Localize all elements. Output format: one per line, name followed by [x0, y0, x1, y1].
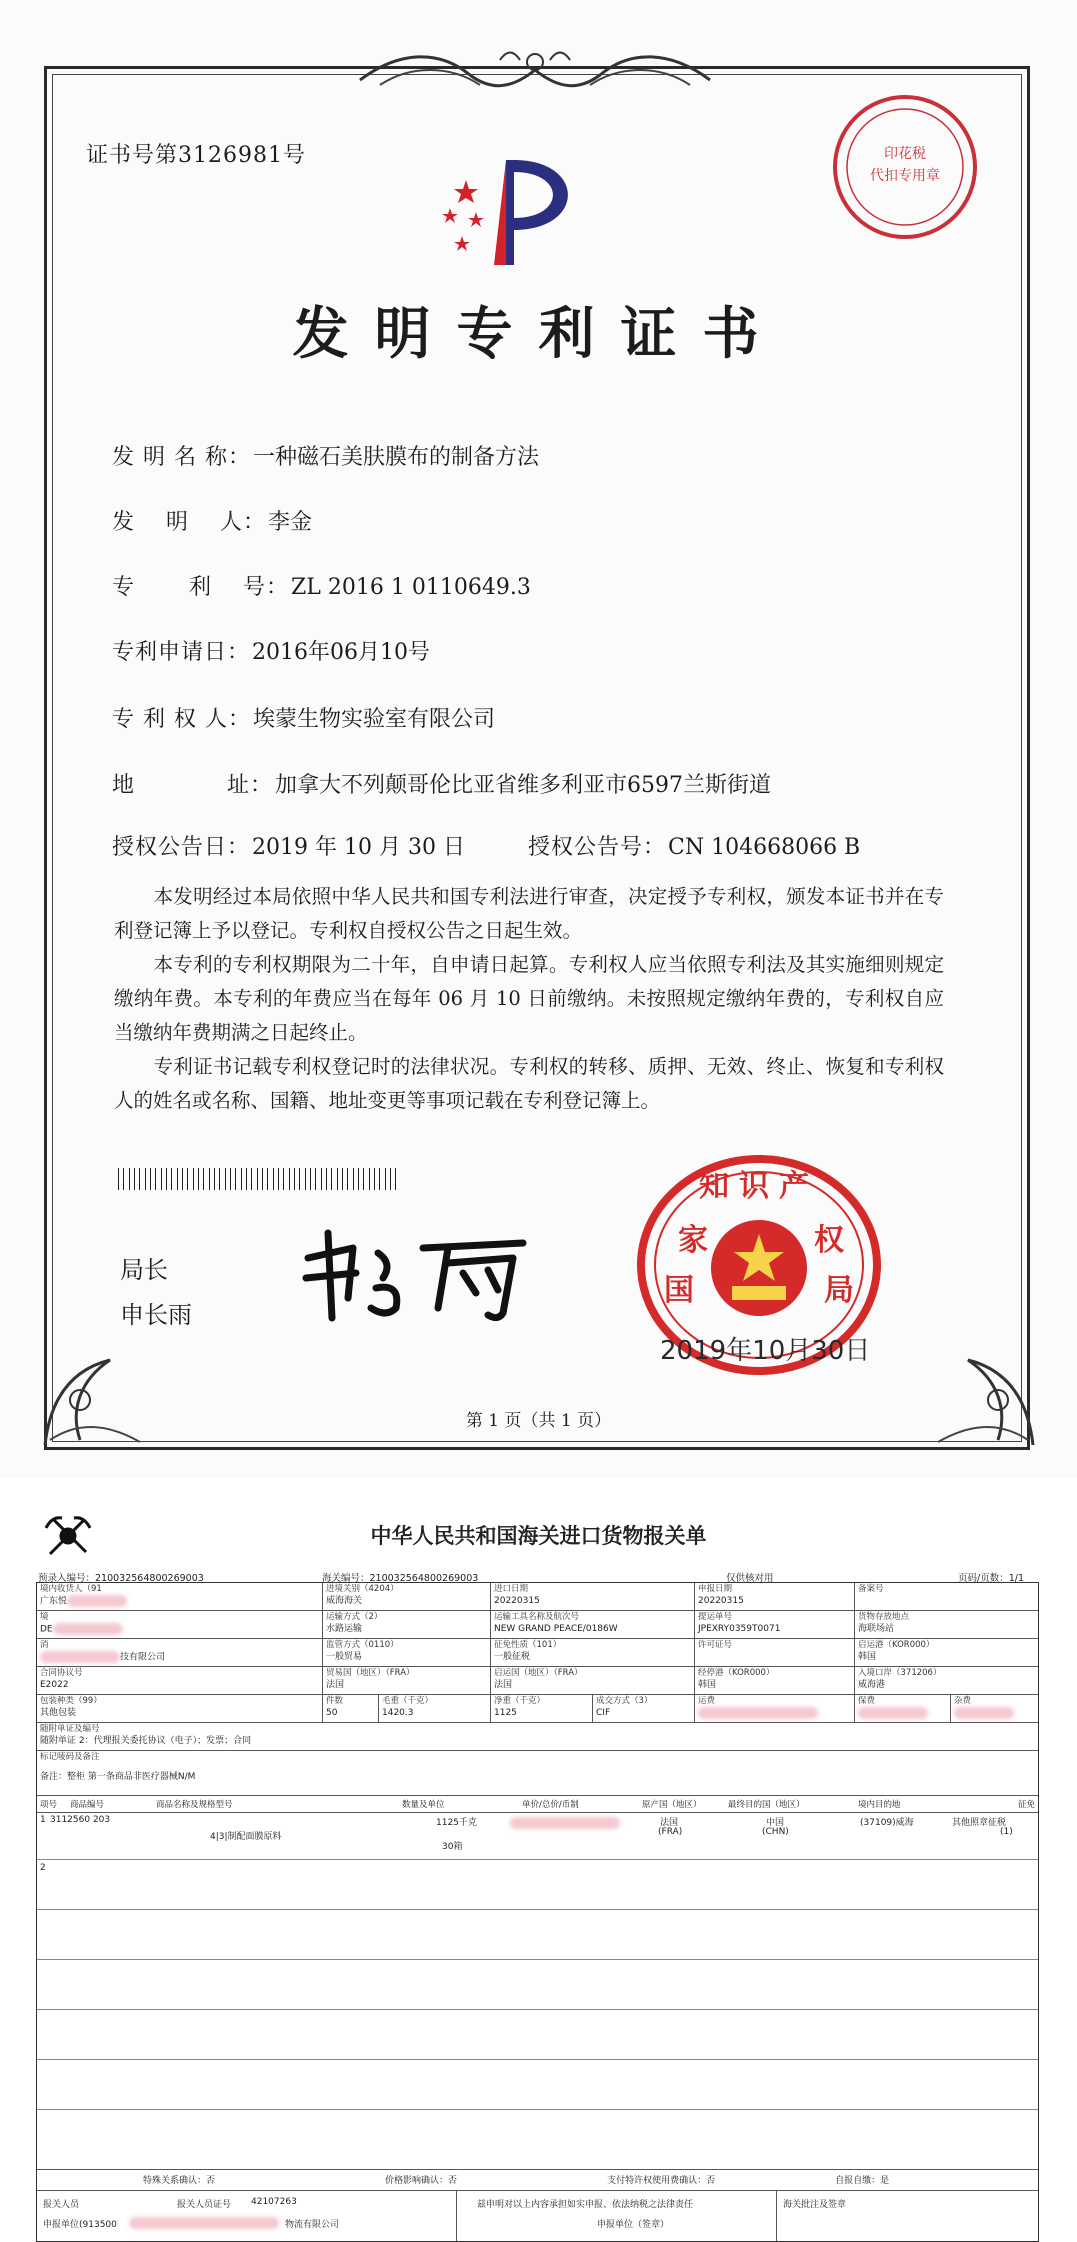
column-header: 最终目的国（地区） — [728, 1800, 805, 1810]
certificate-number: 证书号第3126981号 — [86, 143, 306, 168]
cell-label: 件数 — [326, 1696, 344, 1706]
declarant-row — [37, 2191, 1038, 2241]
top-ornament-icon — [350, 40, 720, 100]
cell-value — [698, 1707, 851, 1720]
cell-label: 杂费 — [954, 1696, 972, 1706]
goods-header — [37, 1796, 1038, 1812]
cell-value — [954, 1707, 1035, 1720]
column-header: 数量及单位 — [402, 1800, 445, 1810]
goods-origin-code: (FRA) — [658, 1827, 683, 1837]
cell-value: 一般贸易 — [326, 1652, 363, 1662]
cell-label: 运输工具名称及航次号 — [494, 1612, 580, 1622]
table-cell — [37, 1639, 323, 1666]
table-row — [37, 1611, 1038, 1639]
table-cell — [695, 1583, 855, 1610]
cell-value: 其他包装 — [40, 1708, 77, 1718]
cell-value: 海联场站 — [858, 1624, 895, 1634]
column-header: 征免 — [1017, 1800, 1035, 1810]
table-cell — [855, 1611, 1038, 1638]
cell-label: 许可证号 — [698, 1640, 733, 1650]
field-inventor — [112, 505, 312, 536]
field-label: 专 利 号： — [112, 575, 289, 600]
table-cell — [695, 1667, 855, 1694]
goods-header-row — [37, 1796, 1038, 1813]
goods-name: 4|3|制配面膜原料 — [210, 1832, 282, 1842]
field-invention-name — [112, 440, 539, 471]
redacted-price — [510, 1817, 620, 1829]
table-row — [37, 1723, 1038, 1751]
table-cell — [855, 1667, 1038, 1694]
table-cell — [491, 1583, 695, 1610]
table-cell — [491, 1667, 695, 1694]
declarant-no-label: 报关人员证号 — [177, 2200, 232, 2210]
goods-qty: 30箱 — [442, 1842, 463, 1852]
cell-value: 备注：整柜 第一条商品非医疗器械N/M — [40, 1772, 196, 1782]
certificate-title: 发明专利证书 — [292, 301, 785, 367]
cell-label: 备案号 — [858, 1584, 884, 1594]
patent-emblem-icon — [436, 150, 606, 270]
certificate-paragraph: 本专利的专利权期限为二十年，自申请日起算。专利权人应当依照专利法及其实施细则规定缴纳年费。本专利的年费应当在每年 06 月 10 日前缴纳。未按照规定缴纳年费的，专利权自应当缴纳年费期满之日起终止。 — [114, 953, 944, 1044]
table-cell — [695, 1639, 855, 1666]
page-count: 页码/页数：1/1 — [958, 1573, 1024, 1584]
table-cell — [695, 1611, 855, 1638]
field-label: 授权公告号： — [528, 835, 667, 860]
column-header: 原产国（地区） — [642, 1800, 702, 1810]
table-cell — [37, 1611, 323, 1638]
certificate-paragraph: 专利证书记载专利权登记时的法律状况。专利权的转移、质押、无效、终止、恢复和专利权人的姓名或名称、国籍、地址变更等事项记载在专利登记簿上。 — [114, 1055, 944, 1112]
column-header: 商品编号 — [70, 1800, 105, 1810]
declare-unit-value: 物流有限公司 — [285, 2220, 340, 2230]
cell-value: 广东悦 — [40, 1595, 319, 1608]
table-cell — [379, 1695, 491, 1722]
cell-label: 启运港（KOR000） — [858, 1640, 935, 1650]
field-label: 地 址： — [112, 773, 274, 798]
cell-label: 入境口岸（371206） — [858, 1668, 942, 1678]
cell-value: NEW GRAND PEACE/0186W — [494, 1624, 618, 1634]
table-row — [37, 1695, 1038, 1723]
cell-label: 进口日期 — [494, 1584, 529, 1594]
customs-note-cell — [777, 2191, 1038, 2241]
cell-label: 进境关别（4204） — [326, 1584, 399, 1594]
redacted-unit — [129, 2217, 279, 2229]
declare-unit-label: 申报单位(913500 — [43, 2220, 117, 2230]
cell-label: 消 — [40, 1640, 49, 1650]
cell-value: CIF — [596, 1708, 611, 1718]
field-value: ZL 2016 1 0110649.3 — [291, 575, 531, 600]
column-header: 境内目的地 — [858, 1800, 901, 1810]
svg-text:权: 权 — [814, 1223, 844, 1258]
field-value: 李金 — [268, 510, 313, 535]
goods-qty: 1125千克 — [436, 1818, 477, 1828]
certificate-paragraph: 本发明经过本局依照中华人民共和国专利法进行审查，决定授予专利权，颁发本证书并在专利登记簿上予以登记。专利权自授权公告之日起生效。 — [114, 885, 944, 942]
table-cell — [855, 1695, 951, 1722]
cell-label: 净重（千克） — [494, 1696, 546, 1706]
cell-value: 水路运输 — [326, 1624, 363, 1634]
field-label: 专利申请日： — [112, 640, 251, 665]
customs-title: 中华人民共和国海关进口货物报关单 — [370, 1524, 707, 1548]
barcode-icon — [118, 1168, 398, 1190]
confirm-royalty: 支付特许权使用费确认：否 — [607, 2176, 716, 2186]
cell-label: 境内收货人（91 — [40, 1584, 102, 1594]
cell-label: 征免性质（101） — [494, 1640, 562, 1650]
statement-text: 兹申明对以上内容承担如实申报、依法纳税之法律责任 — [477, 2200, 694, 2210]
field-patentee — [112, 702, 495, 733]
cell-value: JPEXRY0359T0071 — [698, 1624, 781, 1634]
statement-cell — [457, 2191, 777, 2241]
bottom-right-ornament-icon — [928, 1330, 1038, 1450]
table-row — [37, 1583, 1038, 1611]
cell-label: 随附单证及编号 — [40, 1724, 100, 1734]
cell-value: 50 — [326, 1708, 338, 1718]
cell-label: 监管方式（0110） — [326, 1640, 399, 1650]
cell-value: 法国 — [326, 1680, 345, 1690]
customs-declaration — [0, 1478, 1077, 2230]
goods-dest: 中国 — [766, 1818, 785, 1828]
cell-label: 贸易国（地区）（FRA） — [326, 1668, 415, 1678]
goods-dest-code: (CHN) — [762, 1827, 789, 1837]
table-cell — [855, 1639, 1038, 1666]
cell-label: 保费 — [858, 1696, 876, 1706]
goods-code: 3112560 203 — [50, 1815, 111, 1825]
table-cell — [951, 1695, 1038, 1722]
table-cell — [323, 1639, 491, 1666]
seal-date: 2019年10月30日 — [660, 1336, 871, 1366]
svg-text:印花税: 印花税 — [884, 146, 926, 162]
cell-value: 20220315 — [494, 1596, 540, 1606]
signature-icon — [298, 1218, 538, 1328]
customs-note-label: 海关批注及签章 — [783, 2200, 847, 2210]
svg-text:家: 家 — [678, 1223, 708, 1258]
cell-value: 1420.3 — [382, 1708, 414, 1718]
confirm-special: 特殊关系确认：否 — [143, 2176, 216, 2186]
declarant-label: 报关人员 — [43, 2200, 80, 2210]
field-value: 一种磁石美肤膜布的制备方法 — [252, 445, 539, 470]
svg-text:局: 局 — [824, 1273, 854, 1308]
table-cell — [491, 1639, 695, 1666]
director-name: 申长雨 — [120, 1301, 192, 1329]
cell-label: 标记唛码及备注 — [40, 1752, 100, 1762]
field-label: 授权公告日： — [112, 835, 251, 860]
column-header: 单价/总价/币制 — [522, 1800, 579, 1810]
cell-value: 威海海关 — [326, 1596, 363, 1606]
declarant-cell — [37, 2191, 457, 2241]
cell-value: 威海港 — [858, 1680, 886, 1690]
cell-label: 申报日期 — [698, 1584, 733, 1594]
field-application-date — [112, 635, 430, 666]
svg-text:国: 国 — [664, 1273, 694, 1308]
goods-no: 2 — [40, 1863, 46, 1873]
cell-value — [858, 1707, 947, 1720]
field-label: 发 明 人： — [112, 510, 266, 535]
table-cell — [323, 1611, 491, 1638]
field-value: 埃蒙生物实验室有限公司 — [252, 707, 495, 732]
table-cell — [37, 1583, 323, 1610]
table-cell — [37, 1751, 1038, 1795]
director-title: 局长 — [120, 1256, 168, 1284]
column-header: 商品名称及规格型号 — [156, 1800, 233, 1810]
field-value: 2019 年 10 月 30 日 — [252, 835, 465, 860]
declaration-table — [36, 1582, 1039, 2242]
field-label: 发 明 名 称： — [112, 445, 251, 470]
table-row — [37, 1751, 1038, 1796]
cell-label: 成交方式（3） — [596, 1696, 653, 1706]
cell-value: 随附单证 2：代理报关委托协议（电子）；发票；合同 — [40, 1736, 252, 1746]
table-cell — [491, 1611, 695, 1638]
cell-value: 技有限公司 — [40, 1651, 319, 1664]
goods-origin: 法国 — [660, 1818, 679, 1828]
column-header: 项号 — [40, 1800, 58, 1810]
goods-duty-code: (1) — [1000, 1827, 1013, 1837]
goods-area — [37, 1813, 1038, 2170]
verify-note: 仅供核对用 — [726, 1573, 774, 1584]
confirm-price: 价格影响确认：否 — [385, 2176, 458, 2186]
field-address — [112, 768, 771, 799]
cell-value: E2022 — [40, 1680, 69, 1690]
cell-value: 1125 — [494, 1708, 517, 1718]
field-patent-number — [112, 570, 531, 601]
cell-label: 经停港（KOR000） — [698, 1668, 775, 1678]
goods-domestic: (37109)威海 — [860, 1818, 914, 1828]
table-cell — [855, 1583, 1038, 1610]
table-cell — [37, 1695, 323, 1722]
cell-label: 货物存放地点 — [858, 1612, 910, 1622]
tax-seal-icon — [830, 92, 980, 242]
table-cell — [323, 1695, 379, 1722]
confirm-self: 自报自缴：是 — [835, 2176, 890, 2186]
cell-label: 包装种类（99） — [40, 1696, 102, 1706]
cell-label: 运费 — [698, 1696, 716, 1706]
cell-label: 提运单号 — [698, 1612, 733, 1622]
cell-label: 运输方式（2） — [326, 1612, 383, 1622]
bottom-left-ornament-icon — [40, 1330, 150, 1450]
cell-label: 境 — [40, 1612, 49, 1622]
declare-seal-label: 申报单位（签章） — [597, 2220, 670, 2230]
cell-label: 合同协议号 — [40, 1668, 83, 1678]
table-cell — [323, 1583, 491, 1610]
field-value: CN 104668066 B — [668, 835, 861, 860]
cell-value: 法国 — [494, 1680, 513, 1690]
table-row — [37, 1639, 1038, 1667]
table-cell — [323, 1667, 491, 1694]
cell-label: 毛重（千克） — [382, 1696, 434, 1706]
table-cell — [593, 1695, 695, 1722]
cell-label: 启运国（地区）（FRA） — [494, 1668, 583, 1678]
pre-entry-number: 预录入编号：210032564800269003 — [38, 1573, 204, 1584]
field-grant-number — [528, 830, 860, 861]
page-number: 第 1 页（共 1 页） — [465, 1411, 612, 1431]
table-cell — [695, 1695, 855, 1722]
table-cell — [37, 1723, 1038, 1750]
cell-value: 20220315 — [698, 1596, 744, 1606]
cell-value: 一般征税 — [494, 1652, 531, 1662]
confirm-items — [37, 2170, 1038, 2190]
table-row — [37, 1667, 1038, 1695]
field-value: 2016年06月10号 — [252, 640, 430, 665]
declarant-no-value: 42107263 — [251, 2197, 297, 2207]
table-cell — [37, 1667, 323, 1694]
field-label: 专 利 权 人： — [112, 707, 251, 732]
field-value: 加拿大不列颠哥伦比亚省维多利亚市6597兰斯街道 — [275, 773, 772, 798]
goods-no: 1 — [40, 1815, 46, 1825]
confirm-row — [37, 2170, 1038, 2191]
svg-text:代扣专用章: 代扣专用章 — [870, 168, 940, 184]
table-cell — [491, 1695, 593, 1722]
customs-number: 海关编号：210032564800269003 — [322, 1573, 479, 1584]
goods-duty: 其他照章征税 — [952, 1818, 1007, 1828]
cell-value: 韩国 — [858, 1652, 877, 1662]
field-grant-date — [112, 830, 465, 861]
cell-value: DE — [40, 1623, 319, 1636]
svg-text:知识产: 知识产 — [699, 1169, 819, 1204]
cell-value: 韩国 — [698, 1680, 717, 1690]
